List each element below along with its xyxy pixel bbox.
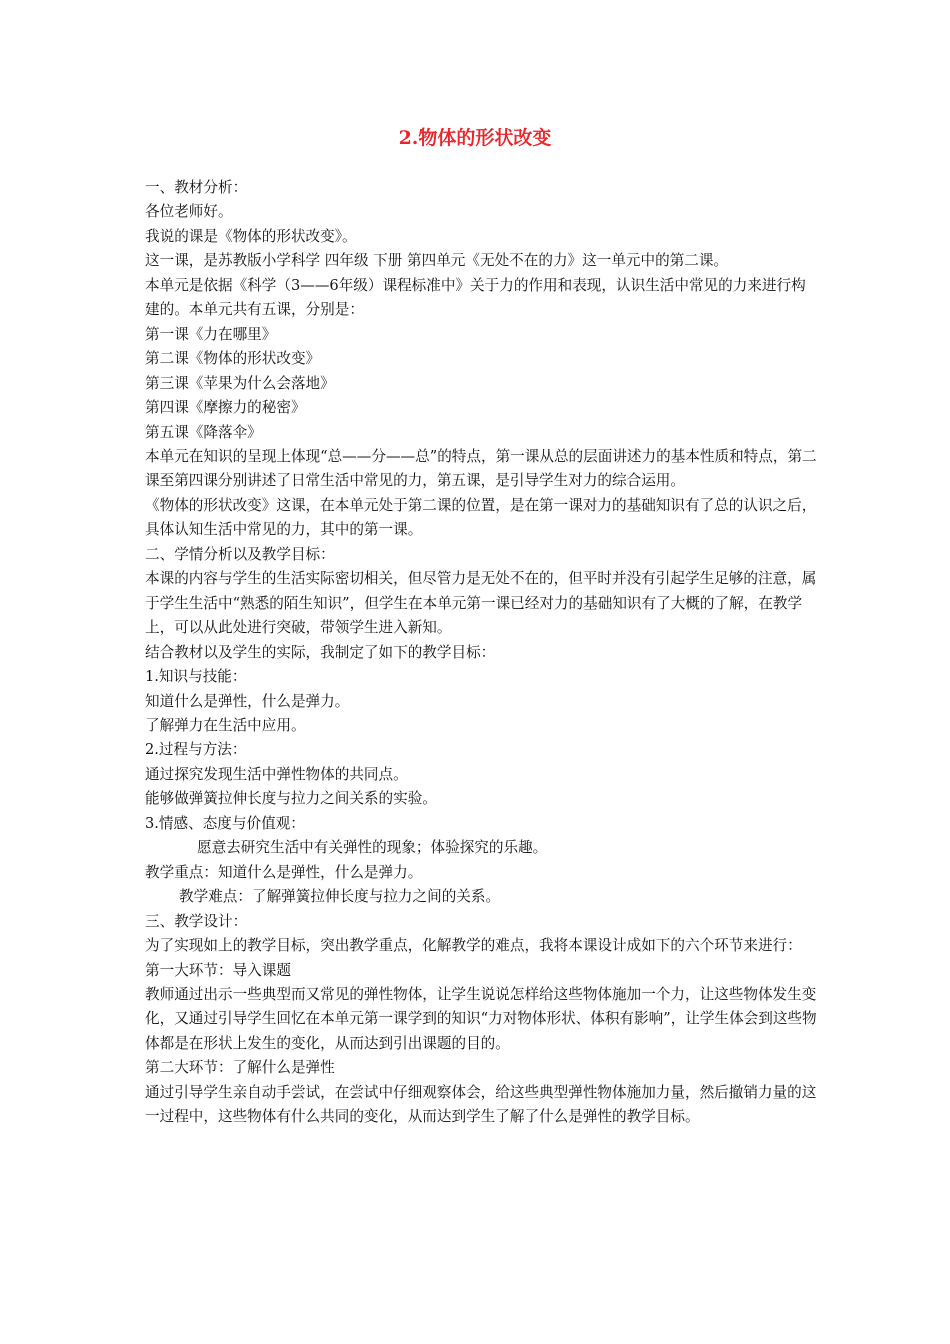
paragraph: 3.情感、态度与价值观：: [145, 814, 305, 832]
paragraph: 这一课，是苏教版小学科学 四年级 下册 第四单元《无处不在的力》这一单元中的第二课。: [145, 252, 729, 270]
paragraph: 教学难点：了解弹簧拉伸长度与拉力之间的关系。: [179, 888, 501, 906]
paragraph: 通过探究发现生活中弹性物体的共同点。: [145, 765, 408, 783]
paragraph: 我说的课是《物体的形状改变》。: [145, 227, 357, 245]
paragraph: 各位老师好。: [145, 203, 233, 221]
paragraph: 第三课《苹果为什么会落地》: [145, 374, 335, 392]
paragraph: 第二课《物体的形状改变》: [145, 350, 321, 368]
paragraph: 能够做弹簧拉伸长度与拉力之间关系的实验。: [145, 790, 437, 808]
paragraph: 2.过程与方法：: [145, 741, 247, 759]
paragraph: 本单元在知识的呈现上体现“总——分——总”的特点，第一课从总的层面讲述力的基本性质和特点，第二课至第四课分别讲述了日常生活中常见的力，第五课，是引导学生对力的综合运用。: [145, 447, 817, 490]
paragraph: 二、学情分析以及教学目标：: [145, 545, 335, 563]
paragraph: 一、教材分析：: [145, 179, 248, 196]
paragraph: 为了实现如上的教学目标，突出教学重点，化解教学的难点，我将本课设计成如下的六个环节来进行：: [145, 937, 802, 955]
paragraph: 结合教材以及学生的实际，我制定了如下的教学目标：: [145, 643, 496, 661]
paragraph: 第五课《降落伞》: [145, 423, 262, 441]
paragraph: 三、教学设计：: [145, 912, 248, 930]
paragraph: 《物体的形状改变》这课，在本单元处于第二课的位置，是在第一课对力的基础知识有了总的认识之后，具体认知生活中常见的力，其中的第一课。: [145, 496, 817, 539]
paragraph: 第二大环节：了解什么是弹性: [145, 1059, 335, 1077]
paragraph: 了解弹力在生活中应用。: [145, 716, 306, 734]
paragraph: 教师通过出示一些典型而又常见的弹性物体，让学生说说怎样给这些物体施加一个力，让这些物体发生变化，又通过引导学生回忆在本单元第一课学到的知识“力对物体形状、体积有影响”，让学生体会到这些物体都是在形状上发生的变化，从而达到引出课题的目的。: [145, 985, 817, 1052]
paragraph: 知道什么是弹性，什么是弹力。: [145, 692, 350, 710]
paragraph: 本单元是依据《科学（3——6年级）课程标准中》关于力的作用和表现，认识生活中常见的力来进行构建的。本单元共有五课，分别是：: [145, 276, 806, 319]
paragraph: 1.知识与技能：: [145, 668, 247, 686]
paragraph: 教学重点：知道什么是弹性，什么是弹力。: [145, 863, 423, 881]
paragraph: 第一大环节：导入课题: [145, 961, 291, 979]
document-title: 2.物体的形状改变: [398, 127, 552, 149]
paragraph: 本课的内容与学生的生活实际密切相关，但尽管力是无处不在的，但平时并没有引起学生足够的注意，属于学生生活中“熟悉的陌生知识”，但学生在本单元第一课已经对力的基础知识有了大概的了解，在教学上，可以从此处进行突破，带领学生进入新知。: [145, 570, 817, 637]
paragraph: 第一课《力在哪里》: [145, 325, 277, 343]
paragraph: 愿意去研究生活中有关弹性的现象；体验探究的乐趣。: [197, 839, 548, 857]
paragraph: 通过引导学生亲自动手尝试，在尝试中仔细观察体会，给这些典型弹性物体施加力量，然后撤销力量的这一过程中，这些物体有什么共同的变化，从而达到学生了解了什么是弹性的教学目标。: [145, 1083, 817, 1126]
document-body: [145, 176, 817, 1130]
paragraph: 第四课《摩擦力的秘密》: [145, 399, 306, 417]
